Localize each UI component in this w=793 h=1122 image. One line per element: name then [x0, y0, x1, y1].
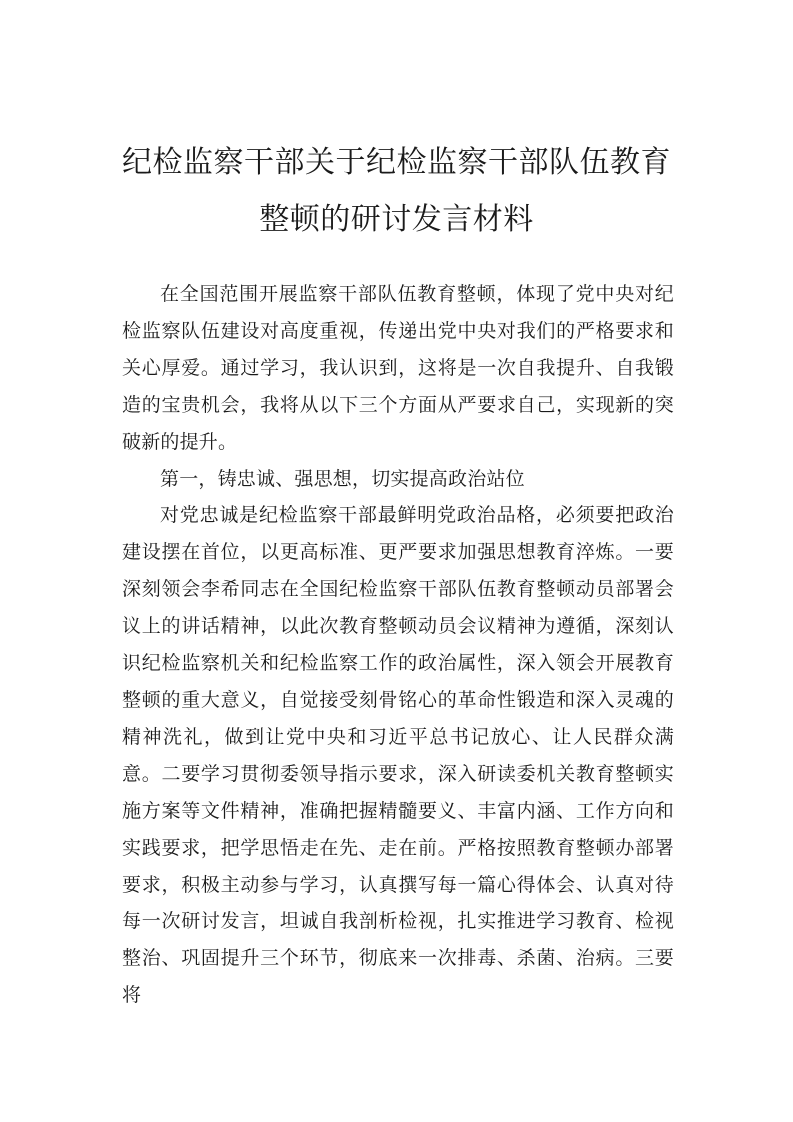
document-body: [122, 276, 674, 1014]
paragraph-intro: 在全国范围开展监察干部队伍教育整顿，体现了党中央对纪检监察队伍建设对高度重视，传递出党中央对我们的严格要求和关心厚爱。通过学习，我认识到，这将是一次自我提升、自我锻造的宝贵机会，我将从以下三个方面从严要求自己，实现新的突破新的提升。: [122, 283, 674, 453]
section-heading-first: 第一，铸忠诚、强思想，切实提高政治站位: [160, 467, 525, 490]
document-title-line-1: 纪检监察干部关于纪检监察干部队伍教育: [122, 145, 671, 180]
document-title-line-2: 整顿的研讨发言材料: [259, 202, 534, 237]
paragraph-loyalty: 对党忠诚是纪检监察干部最鲜明党政治品格，必须要把政治建设摆在首位，以更高标准、更严要求加强思想教育淬炼。一要深刻领会李希同志在全国纪检监察干部队伍教育整顿动员部署会议上的讲话精神，以此次教育整顿动员会议精神为遵循，深刻认识纪检监察机关和纪检监察工作的政治属性，深入领会开展教育整顿的重大意义，自觉接受刻骨铭心的革命性锻造和深入灵魂的精神洗礼，做到让党中央和习近平总书记放心、让人民群众满意。二要学习贯彻委领导指示要求，深入研读委机关教育整顿实施方案等文件精神，准确把握精髓要义、丰富内涵、工作方向和实践要求，把学思悟走在先、走在前。严格按照教育整顿办部署要求，积极主动参与学习，认真撰写每一篇心得体会、认真对待每一次研讨发言，坦诚自我剖析检视，扎实推进学习教育、检视整治、巩固提升三个环节，彻底来一次排毒、杀菌、治病。三要将: [122, 504, 674, 1007]
